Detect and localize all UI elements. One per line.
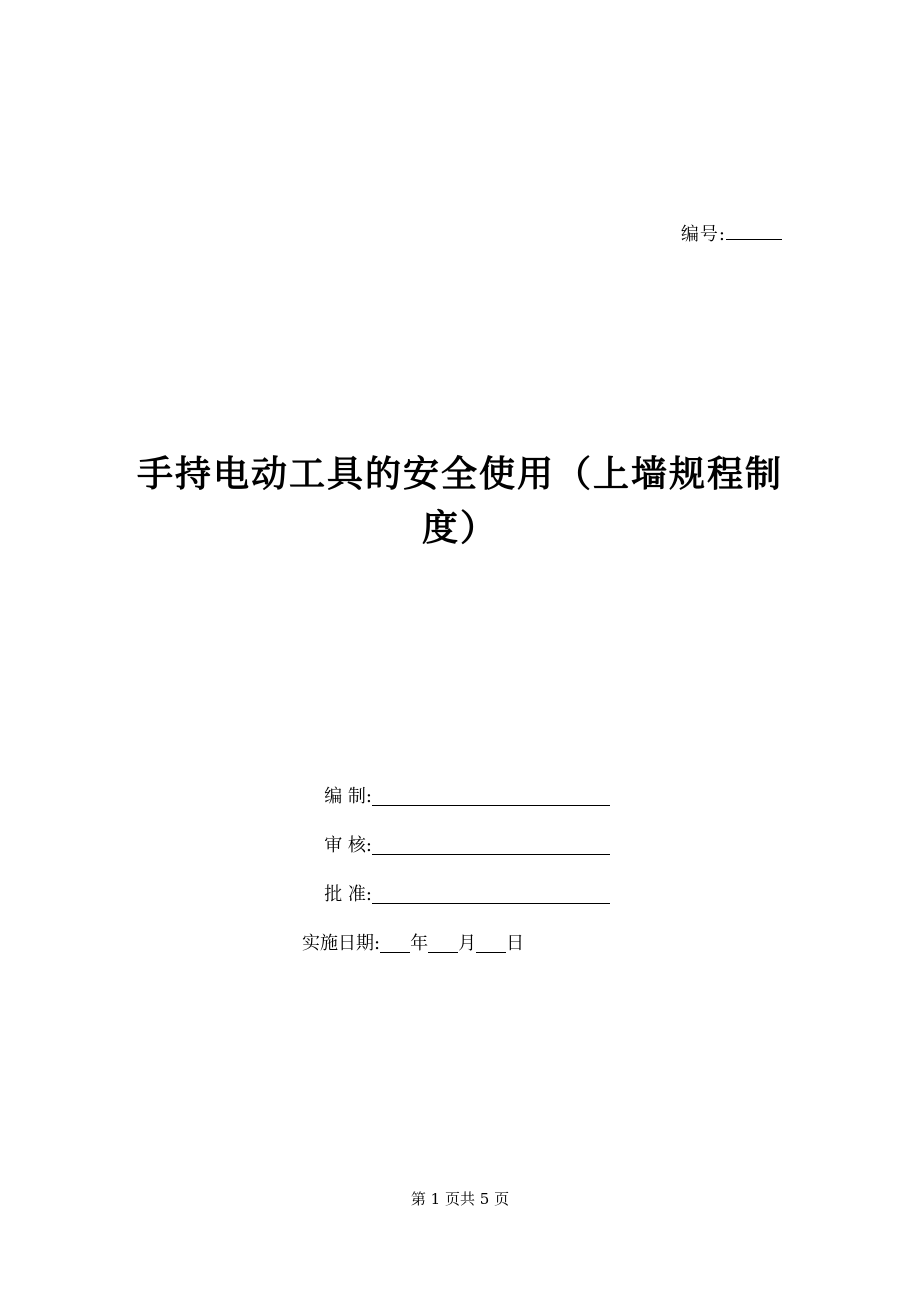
- compiled-by-label: 编 制:: [324, 785, 372, 807]
- reviewed-by-line: [372, 834, 610, 855]
- document-title-line1: 手持电动工具的安全使用（上墙规程制: [136, 454, 783, 495]
- effective-date-row: [302, 917, 610, 966]
- page-footer: [0, 1188, 920, 1209]
- effective-date-label: 实施日期:: [302, 932, 381, 954]
- document-number-label: 编号:: [680, 224, 726, 245]
- approved-by-label: 批 准:: [324, 883, 372, 905]
- day-blank: [476, 932, 506, 953]
- document-number: [681, 220, 782, 246]
- year-unit: 年: [410, 932, 429, 954]
- compiled-by-row: [302, 770, 610, 819]
- reviewed-by-label: 审 核:: [324, 834, 372, 856]
- page-number-text: 第 1 页共 5 页: [410, 1190, 510, 1208]
- compiled-by-line: [372, 785, 610, 806]
- year-blank: [380, 932, 410, 953]
- approved-by-row: [302, 868, 610, 917]
- document-title-line2: 度）: [421, 508, 498, 549]
- signature-block: [302, 770, 610, 966]
- approved-by-line: [372, 883, 610, 904]
- document-number-blank: [726, 221, 782, 240]
- document-title: [130, 448, 790, 556]
- reviewed-by-row: [302, 819, 610, 868]
- month-blank: [428, 932, 458, 953]
- day-unit: 日: [506, 932, 525, 954]
- month-unit: 月: [458, 932, 477, 954]
